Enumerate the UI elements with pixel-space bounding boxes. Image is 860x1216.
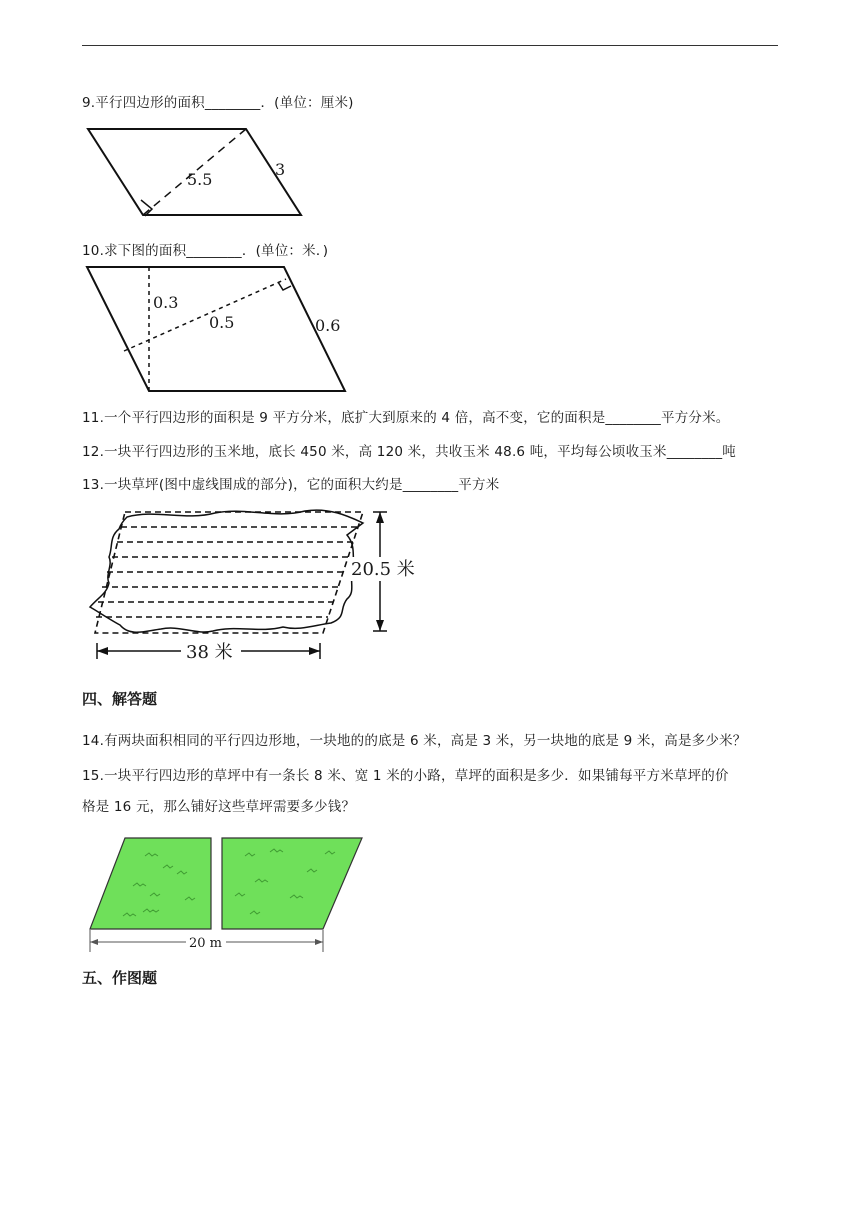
section-5-heading: 五、作图题 (82, 969, 158, 987)
figure-15-grass (85, 834, 370, 959)
section-4-heading: 四、解答题 (82, 690, 158, 708)
fig9-side-label: 3 (275, 160, 286, 179)
fig10-side-label: 0.6 (315, 316, 341, 335)
fig10-height2-label: 0.5 (209, 313, 235, 332)
question-10: 10.求下图的面积________．(单位：米．) (82, 243, 329, 259)
grass-right-piece (222, 838, 362, 929)
question-15-line-1: 15.一块平行四边形的草坪中有一条长 8 米、宽 1 米的小路，草坪的面积是多少．如果铺每平方米草坪的价 (82, 768, 729, 784)
fig13-height-label: 20.5 米 (351, 559, 415, 580)
question-14: 14.有两块面积相同的平行四边形地，一块地的的底是 6 米，高是 3 米，另一块地的底是 9 米，高是多少米？ (82, 733, 747, 749)
grass-left-piece (90, 838, 211, 929)
fig10-height1-label: 0.3 (153, 293, 179, 312)
header-rule (82, 45, 778, 46)
figure-13-lawn (85, 505, 425, 675)
figure-9-parallelogram (80, 120, 320, 225)
fig13-base-label: 38 米 (186, 642, 233, 663)
figure-10-parallelogram (80, 262, 360, 397)
fig9-height-label: 5.5 (187, 170, 213, 189)
question-15-line-2: 格是 16 元，那么铺好这些草坪需要多少钱？ (82, 799, 356, 815)
question-13: 13.一块草坪(图中虚线围成的部分)，它的面积大约是________平方米 (82, 477, 500, 493)
question-9: 9.平行四边形的面积________．(单位：厘米) (82, 95, 354, 111)
fig15-base-label: 20 m (189, 936, 223, 951)
question-11: 11.一个平行四边形的面积是 9 平方分米，底扩大到原来的 4 倍，高不变，它的面积是________平方分米。 (82, 410, 730, 426)
question-12: 12.一块平行四边形的玉米地，底长 450 米，高 120 米，共收玉米 48.6 吨，平均每公顷收玉米________吨 (82, 444, 737, 460)
